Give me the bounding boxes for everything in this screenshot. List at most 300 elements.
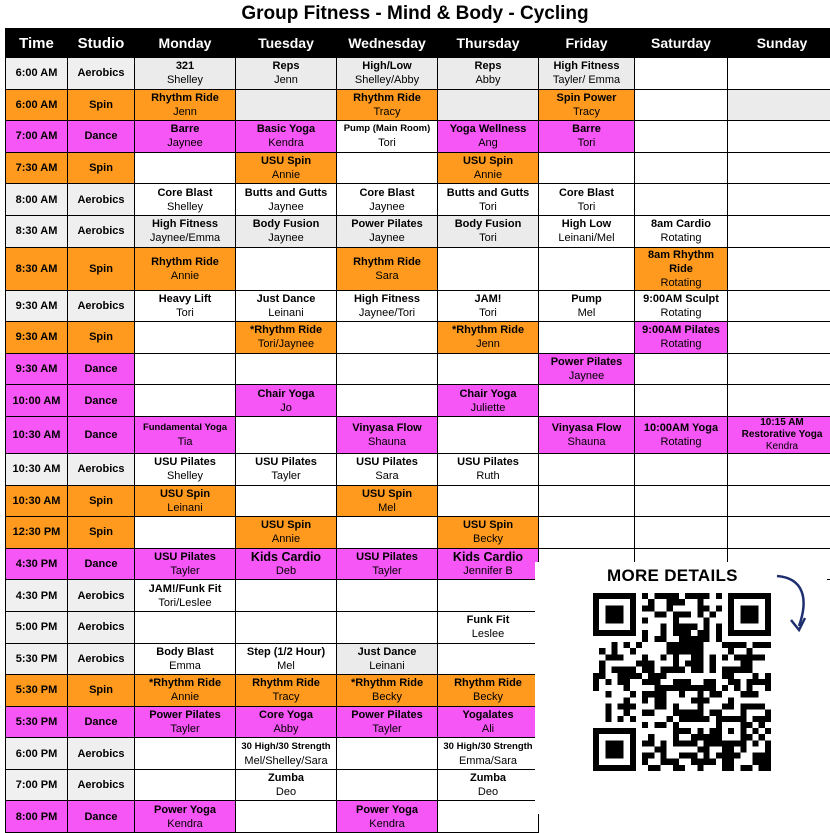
- class-name: Restorative Yoga: [728, 429, 830, 441]
- instructor-name: Juliette: [438, 401, 538, 415]
- header-studio: Studio: [68, 29, 135, 58]
- instructor-name: Mel: [236, 659, 336, 673]
- time-cell: 9:30 AM: [6, 290, 68, 322]
- class-cell-tuesday: [236, 517, 337, 549]
- page-title: Group Fitness - Mind & Body - Cycling: [0, 0, 830, 28]
- instructor-name: Deo: [236, 785, 336, 799]
- studio-cell: Dance: [68, 416, 135, 453]
- class-name: Vinyasa Flow: [337, 421, 437, 435]
- class-name: Rhythm Ride: [135, 255, 235, 269]
- class-name: Reps: [236, 59, 336, 73]
- class-name: Kids Cardio: [236, 550, 336, 564]
- instructor-name: Tayler: [135, 564, 235, 578]
- class-cell-friday: [539, 485, 635, 517]
- instructor-name: Jaynee: [236, 231, 336, 245]
- class-cell-thursday: [438, 353, 539, 385]
- class-name: Zumba: [438, 771, 538, 785]
- schedule-row: [6, 353, 830, 385]
- class-name: *Rhythm Ride: [135, 676, 235, 690]
- class-cell-monday: [135, 152, 236, 184]
- class-cell-friday: [539, 58, 635, 90]
- class-cell-friday: [539, 290, 635, 322]
- class-name: USU Pilates: [135, 550, 235, 564]
- time-cell: 7:00 PM: [6, 769, 68, 801]
- instructor-name: Becky: [337, 690, 437, 704]
- class-cell-thursday: [438, 215, 539, 247]
- class-name: Zumba: [236, 771, 336, 785]
- class-cell-saturday: [635, 353, 728, 385]
- class-cell-wednesday: [337, 738, 438, 770]
- class-cell-thursday: [438, 152, 539, 184]
- class-name: *Rhythm Ride: [438, 323, 538, 337]
- class-cell-thursday: [438, 121, 539, 153]
- instructor-name: Shelley/Abby: [337, 73, 437, 87]
- instructor-name: Kendra: [135, 817, 235, 831]
- instructor-name: Jaynee: [539, 369, 634, 383]
- class-cell-monday: [135, 517, 236, 549]
- class-cell-sunday: [728, 58, 830, 90]
- instructor-name: Jaynee: [236, 200, 336, 214]
- studio-cell: Aerobics: [68, 58, 135, 90]
- time-cell: 6:00 AM: [6, 58, 68, 90]
- class-name: Step (1/2 Hour): [236, 645, 336, 659]
- instructor-name: Jaynee/Tori: [337, 306, 437, 320]
- class-cell-monday: [135, 738, 236, 770]
- class-cell-sunday: [728, 453, 830, 485]
- class-cell-saturday: [635, 385, 728, 417]
- class-cell-friday: [539, 121, 635, 153]
- class-name: USU Spin: [236, 154, 336, 168]
- class-cell-friday: [539, 184, 635, 216]
- class-cell-thursday: [438, 485, 539, 517]
- class-cell-sunday: [728, 184, 830, 216]
- class-cell-tuesday: [236, 769, 337, 801]
- class-cell-wednesday: [337, 89, 438, 121]
- instructor-name: Kendra: [236, 136, 336, 150]
- class-cell-wednesday: [337, 247, 438, 290]
- class-cell-tuesday: [236, 643, 337, 675]
- class-cell-wednesday: [337, 611, 438, 643]
- instructor-name: Rotating: [635, 276, 727, 290]
- class-cell-sunday: [728, 290, 830, 322]
- time-cell: 5:00 PM: [6, 611, 68, 643]
- class-cell-thursday: [438, 58, 539, 90]
- instructor-name: Deb: [236, 564, 336, 578]
- studio-cell: Dance: [68, 353, 135, 385]
- class-name: Funk Fit: [438, 613, 538, 627]
- class-cell-wednesday: [337, 58, 438, 90]
- class-cell-thursday: [438, 453, 539, 485]
- class-cell-monday: [135, 184, 236, 216]
- class-cell-friday: [539, 353, 635, 385]
- class-cell-monday: [135, 121, 236, 153]
- class-cell-thursday: [438, 517, 539, 549]
- class-name: Rhythm Ride: [337, 91, 437, 105]
- instructor-name: Sara: [337, 269, 437, 283]
- class-cell-friday: [539, 517, 635, 549]
- class-name: 8am Cardio: [635, 217, 727, 231]
- class-name: USU Pilates: [236, 455, 336, 469]
- class-cell-tuesday: [236, 738, 337, 770]
- instructor-name: Annie: [236, 168, 336, 182]
- class-cell-monday: [135, 385, 236, 417]
- schedule-row: [6, 453, 830, 485]
- class-cell-wednesday: [337, 706, 438, 738]
- time-cell: 7:00 AM: [6, 121, 68, 153]
- instructor-name: Tori: [438, 200, 538, 214]
- schedule-row: [6, 184, 830, 216]
- instructor-name: Rotating: [635, 306, 727, 320]
- instructor-name: Annie: [135, 690, 235, 704]
- class-cell-tuesday: [236, 290, 337, 322]
- class-name: Power Pilates: [337, 217, 437, 231]
- class-name: Power Yoga: [135, 803, 235, 817]
- class-cell-saturday: [635, 290, 728, 322]
- class-cell-wednesday: [337, 152, 438, 184]
- class-name: *Rhythm Ride: [337, 676, 437, 690]
- class-name: *Rhythm Ride: [236, 323, 336, 337]
- class-name: Rhythm Ride: [236, 676, 336, 690]
- schedule-row: [6, 215, 830, 247]
- class-cell-thursday: [438, 580, 539, 612]
- class-name: 30 High/30 Strength: [236, 740, 336, 754]
- class-cell-tuesday: [236, 675, 337, 707]
- class-name: High Fitness: [135, 217, 235, 231]
- instructor-name: Shelley: [135, 73, 235, 87]
- class-cell-tuesday: [236, 152, 337, 184]
- class-cell-wednesday: [337, 322, 438, 354]
- instructor-name: Jaynee: [135, 136, 235, 150]
- class-name: Body Blast: [135, 645, 235, 659]
- instructor-name: Tracy: [236, 690, 336, 704]
- instructor-name: Kendra: [337, 817, 437, 831]
- schedule-row: [6, 322, 830, 354]
- studio-cell: Spin: [68, 322, 135, 354]
- class-cell-thursday: [438, 322, 539, 354]
- instructor-name: Mel/Shelley/Sara: [236, 754, 336, 768]
- class-name: Power Pilates: [337, 708, 437, 722]
- header-row: [6, 29, 830, 58]
- header-monday: Monday: [135, 29, 236, 58]
- schedule-row: [6, 58, 830, 90]
- instructor-name: Shelley: [135, 469, 235, 483]
- class-name: JAM!: [438, 292, 538, 306]
- class-cell-wednesday: [337, 453, 438, 485]
- class-cell-saturday: [635, 121, 728, 153]
- class-cell-monday: [135, 322, 236, 354]
- class-cell-tuesday: [236, 121, 337, 153]
- class-cell-wednesday: [337, 517, 438, 549]
- instructor-name: Leinani: [135, 501, 235, 515]
- class-cell-thursday: [438, 769, 539, 801]
- class-cell-thursday: [438, 416, 539, 453]
- studio-cell: Aerobics: [68, 580, 135, 612]
- schedule-row: [6, 485, 830, 517]
- instructor-name: Jenn: [236, 73, 336, 87]
- class-cell-thursday: [438, 89, 539, 121]
- instructor-name: Becky: [438, 690, 538, 704]
- class-cell-thursday: [438, 643, 539, 675]
- class-cell-friday: [539, 89, 635, 121]
- instructor-name: Tayler: [236, 469, 336, 483]
- studio-cell: Spin: [68, 517, 135, 549]
- time-cell: 12:30 PM: [6, 517, 68, 549]
- more-details-label: MORE DETAILS: [607, 566, 738, 586]
- class-cell-tuesday: [236, 611, 337, 643]
- studio-cell: Dance: [68, 801, 135, 833]
- schedule-row: [6, 416, 830, 453]
- instructor-name: Tori: [438, 306, 538, 320]
- class-name: Basic Yoga: [236, 122, 336, 136]
- class-cell-tuesday: [236, 580, 337, 612]
- studio-cell: Spin: [68, 152, 135, 184]
- header-friday: Friday: [539, 29, 635, 58]
- instructor-name: Tracy: [539, 105, 634, 119]
- studio-cell: Aerobics: [68, 769, 135, 801]
- instructor-name: Leinani: [337, 659, 437, 673]
- time-cell: 5:30 PM: [6, 643, 68, 675]
- schedule-row: [6, 290, 830, 322]
- instructor-name: Tori/Jaynee: [236, 337, 336, 351]
- class-name: Heavy Lift: [135, 292, 235, 306]
- class-cell-saturday: [635, 517, 728, 549]
- header-sunday: Sunday: [728, 29, 830, 58]
- instructor-name: Jaynee: [337, 231, 437, 245]
- class-name: Vinyasa Flow: [539, 421, 634, 435]
- class-name: Rhythm Ride: [135, 91, 235, 105]
- class-cell-thursday: [438, 385, 539, 417]
- schedule-row: [6, 152, 830, 184]
- instructor-name: Shauna: [539, 435, 634, 449]
- time-cell: 5:30 PM: [6, 675, 68, 707]
- class-cell-wednesday: [337, 643, 438, 675]
- class-cell-saturday: [635, 184, 728, 216]
- class-cell-wednesday: [337, 353, 438, 385]
- class-cell-tuesday: [236, 353, 337, 385]
- time-cell: 9:30 AM: [6, 322, 68, 354]
- header-thursday: Thursday: [438, 29, 539, 58]
- class-cell-thursday: [438, 184, 539, 216]
- class-cell-thursday: [438, 675, 539, 707]
- class-cell-wednesday: [337, 121, 438, 153]
- instructor-name: Jenn: [135, 105, 235, 119]
- class-cell-monday: [135, 215, 236, 247]
- class-cell-saturday: [635, 89, 728, 121]
- time-cell: 6:00 PM: [6, 738, 68, 770]
- class-cell-tuesday: [236, 385, 337, 417]
- studio-cell: Spin: [68, 485, 135, 517]
- instructor-name: Mel: [539, 306, 634, 320]
- time-cell: 4:30 PM: [6, 548, 68, 580]
- class-name: Reps: [438, 59, 538, 73]
- class-cell-friday: [539, 152, 635, 184]
- instructor-name: Tia: [135, 435, 235, 449]
- time-cell: 9:30 AM: [6, 353, 68, 385]
- class-cell-friday: [539, 247, 635, 290]
- instructor-name: Jo: [236, 401, 336, 415]
- instructor-name: Tracy: [337, 105, 437, 119]
- instructor-name: Rotating: [635, 337, 727, 351]
- studio-cell: Spin: [68, 89, 135, 121]
- class-cell-monday: [135, 801, 236, 833]
- time-cell: 7:30 AM: [6, 152, 68, 184]
- class-cell-wednesday: [337, 580, 438, 612]
- studio-cell: Aerobics: [68, 290, 135, 322]
- instructor-name: Emma/Sara: [438, 754, 538, 768]
- arrow-icon: [773, 568, 813, 638]
- class-cell-sunday: [728, 353, 830, 385]
- schedule-row: [6, 385, 830, 417]
- class-name: Core Blast: [539, 186, 634, 200]
- class-name: Core Blast: [135, 186, 235, 200]
- class-cell-sunday: [728, 517, 830, 549]
- time-cell: 8:00 AM: [6, 184, 68, 216]
- class-cell-monday: [135, 548, 236, 580]
- class-cell-sunday: [728, 322, 830, 354]
- time-cell: 6:00 AM: [6, 89, 68, 121]
- time-cell: 8:30 AM: [6, 215, 68, 247]
- instructor-name: Tori: [539, 200, 634, 214]
- class-cell-wednesday: [337, 215, 438, 247]
- class-cell-sunday: [728, 89, 830, 121]
- instructor-name: Tori: [337, 136, 437, 150]
- instructor-name: Jennifer B: [438, 564, 538, 578]
- class-name: 9:00AM Sculpt: [635, 292, 727, 306]
- time-cell: 10:30 AM: [6, 416, 68, 453]
- instructor-name: Rotating: [635, 435, 727, 449]
- class-name: High Fitness: [337, 292, 437, 306]
- class-cell-sunday: [728, 416, 830, 453]
- studio-cell: Aerobics: [68, 453, 135, 485]
- class-cell-tuesday: [236, 706, 337, 738]
- time-cell: 5:30 PM: [6, 706, 68, 738]
- class-name: USU Spin: [236, 518, 336, 532]
- class-name: Core Yoga: [236, 708, 336, 722]
- instructor-name: Sara: [337, 469, 437, 483]
- studio-cell: Aerobics: [68, 215, 135, 247]
- class-cell-wednesday: [337, 290, 438, 322]
- class-cell-monday: [135, 353, 236, 385]
- instructor-name: Annie: [236, 532, 336, 546]
- instructor-name: Leinani/Mel: [539, 231, 634, 245]
- header-saturday: Saturday: [635, 29, 728, 58]
- class-cell-friday: [539, 215, 635, 247]
- class-cell-sunday: [728, 385, 830, 417]
- class-cell-tuesday: [236, 215, 337, 247]
- schedule-row: [6, 89, 830, 121]
- class-name: Rhythm Ride: [337, 255, 437, 269]
- instructor-name: Abby: [236, 722, 336, 736]
- class-cell-monday: [135, 89, 236, 121]
- class-name: JAM!/Funk Fit: [135, 582, 235, 596]
- class-cell-saturday: [635, 322, 728, 354]
- class-cell-saturday: [635, 247, 728, 290]
- instructor-name: Shauna: [337, 435, 437, 449]
- qr-code-icon[interactable]: [593, 592, 771, 772]
- class-name: Butts and Gutts: [236, 186, 336, 200]
- class-name: Body Fusion: [236, 217, 336, 231]
- class-cell-saturday: [635, 453, 728, 485]
- class-cell-friday: [539, 385, 635, 417]
- class-name: Pump (Main Room): [337, 122, 437, 136]
- instructor-name: Rotating: [635, 231, 727, 245]
- class-cell-tuesday: [236, 416, 337, 453]
- instructor-name: Tori: [438, 231, 538, 245]
- class-name: USU Pilates: [337, 455, 437, 469]
- class-cell-monday: [135, 611, 236, 643]
- class-name: Chair Yoga: [236, 387, 336, 401]
- class-cell-friday: [539, 453, 635, 485]
- instructor-name: Tori: [539, 136, 634, 150]
- class-name: Spin Power: [539, 91, 634, 105]
- class-cell-saturday: [635, 215, 728, 247]
- studio-cell: Dance: [68, 706, 135, 738]
- class-cell-thursday: [438, 290, 539, 322]
- class-cell-saturday: [635, 485, 728, 517]
- class-name: Core Blast: [337, 186, 437, 200]
- class-cell-saturday: [635, 58, 728, 90]
- class-name: USU Spin: [438, 518, 538, 532]
- class-cell-tuesday: [236, 801, 337, 833]
- class-name: Just Dance: [236, 292, 336, 306]
- class-cell-wednesday: [337, 548, 438, 580]
- instructor-name: Ang: [438, 136, 538, 150]
- class-name: Butts and Gutts: [438, 186, 538, 200]
- time-cell: 4:30 PM: [6, 580, 68, 612]
- class-cell-tuesday: [236, 58, 337, 90]
- class-cell-sunday: [728, 215, 830, 247]
- class-name: High Fitness: [539, 59, 634, 73]
- class-cell-saturday: [635, 416, 728, 453]
- instructor-name: Becky: [438, 532, 538, 546]
- special-time: 10:15 AM: [728, 417, 830, 429]
- class-cell-tuesday: [236, 322, 337, 354]
- class-name: Power Yoga: [337, 803, 437, 817]
- time-cell: 10:30 AM: [6, 453, 68, 485]
- class-name: 9:00AM Pilates: [635, 323, 727, 337]
- studio-cell: Spin: [68, 247, 135, 290]
- class-cell-sunday: [728, 152, 830, 184]
- class-name: USU Spin: [135, 487, 235, 501]
- class-cell-thursday: [438, 611, 539, 643]
- instructor-name: Jaynee/Emma: [135, 231, 235, 245]
- instructor-name: Tori/Leslee: [135, 596, 235, 610]
- schedule-row: [6, 121, 830, 153]
- class-cell-monday: [135, 247, 236, 290]
- class-name: Kids Cardio: [438, 550, 538, 564]
- class-cell-monday: [135, 706, 236, 738]
- instructor-name: Tayler/ Emma: [539, 73, 634, 87]
- class-cell-sunday: [728, 121, 830, 153]
- class-cell-wednesday: [337, 675, 438, 707]
- class-cell-monday: [135, 675, 236, 707]
- studio-cell: Aerobics: [68, 611, 135, 643]
- instructor-name: Leslee: [438, 627, 538, 641]
- class-cell-sunday: [728, 247, 830, 290]
- instructor-name: Kendra: [728, 441, 830, 453]
- time-cell: 8:00 PM: [6, 801, 68, 833]
- class-cell-monday: [135, 290, 236, 322]
- instructor-name: Mel: [337, 501, 437, 515]
- class-name: High/Low: [337, 59, 437, 73]
- instructor-name: Tayler: [135, 722, 235, 736]
- class-name: Power Pilates: [135, 708, 235, 722]
- studio-cell: Dance: [68, 121, 135, 153]
- instructor-name: Deo: [438, 785, 538, 799]
- class-name: Power Pilates: [539, 355, 634, 369]
- class-cell-monday: [135, 416, 236, 453]
- studio-cell: Dance: [68, 548, 135, 580]
